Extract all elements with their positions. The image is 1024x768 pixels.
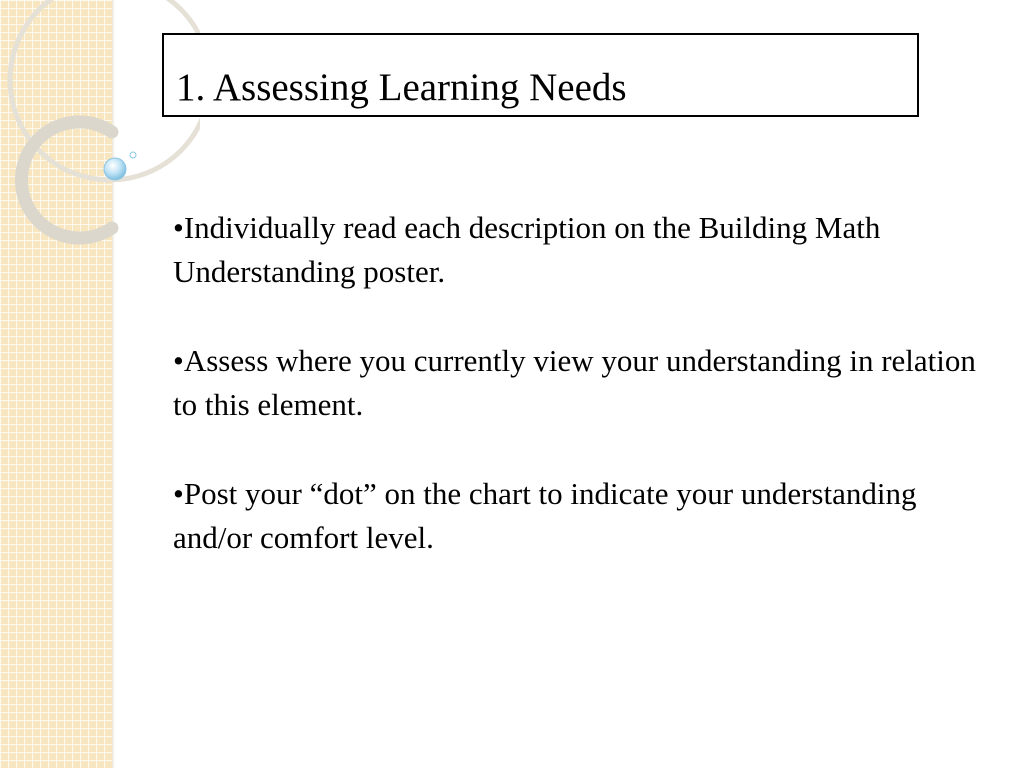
small-bubble-icon <box>130 152 136 158</box>
bullet-list <box>173 206 993 605</box>
bubble-icon <box>104 158 126 180</box>
bullet-item: •Post your “dot” on the chart to indicate your understanding and/or comfort level. <box>173 476 917 555</box>
page-title: 1. Assessing Learning Needs <box>176 66 627 109</box>
title-box <box>162 33 919 117</box>
bullet-item: •Assess where you currently view your understanding in relation to this element. <box>173 343 976 422</box>
bullet-item: •Individually read each description on the Building Math Understanding poster. <box>173 210 881 289</box>
